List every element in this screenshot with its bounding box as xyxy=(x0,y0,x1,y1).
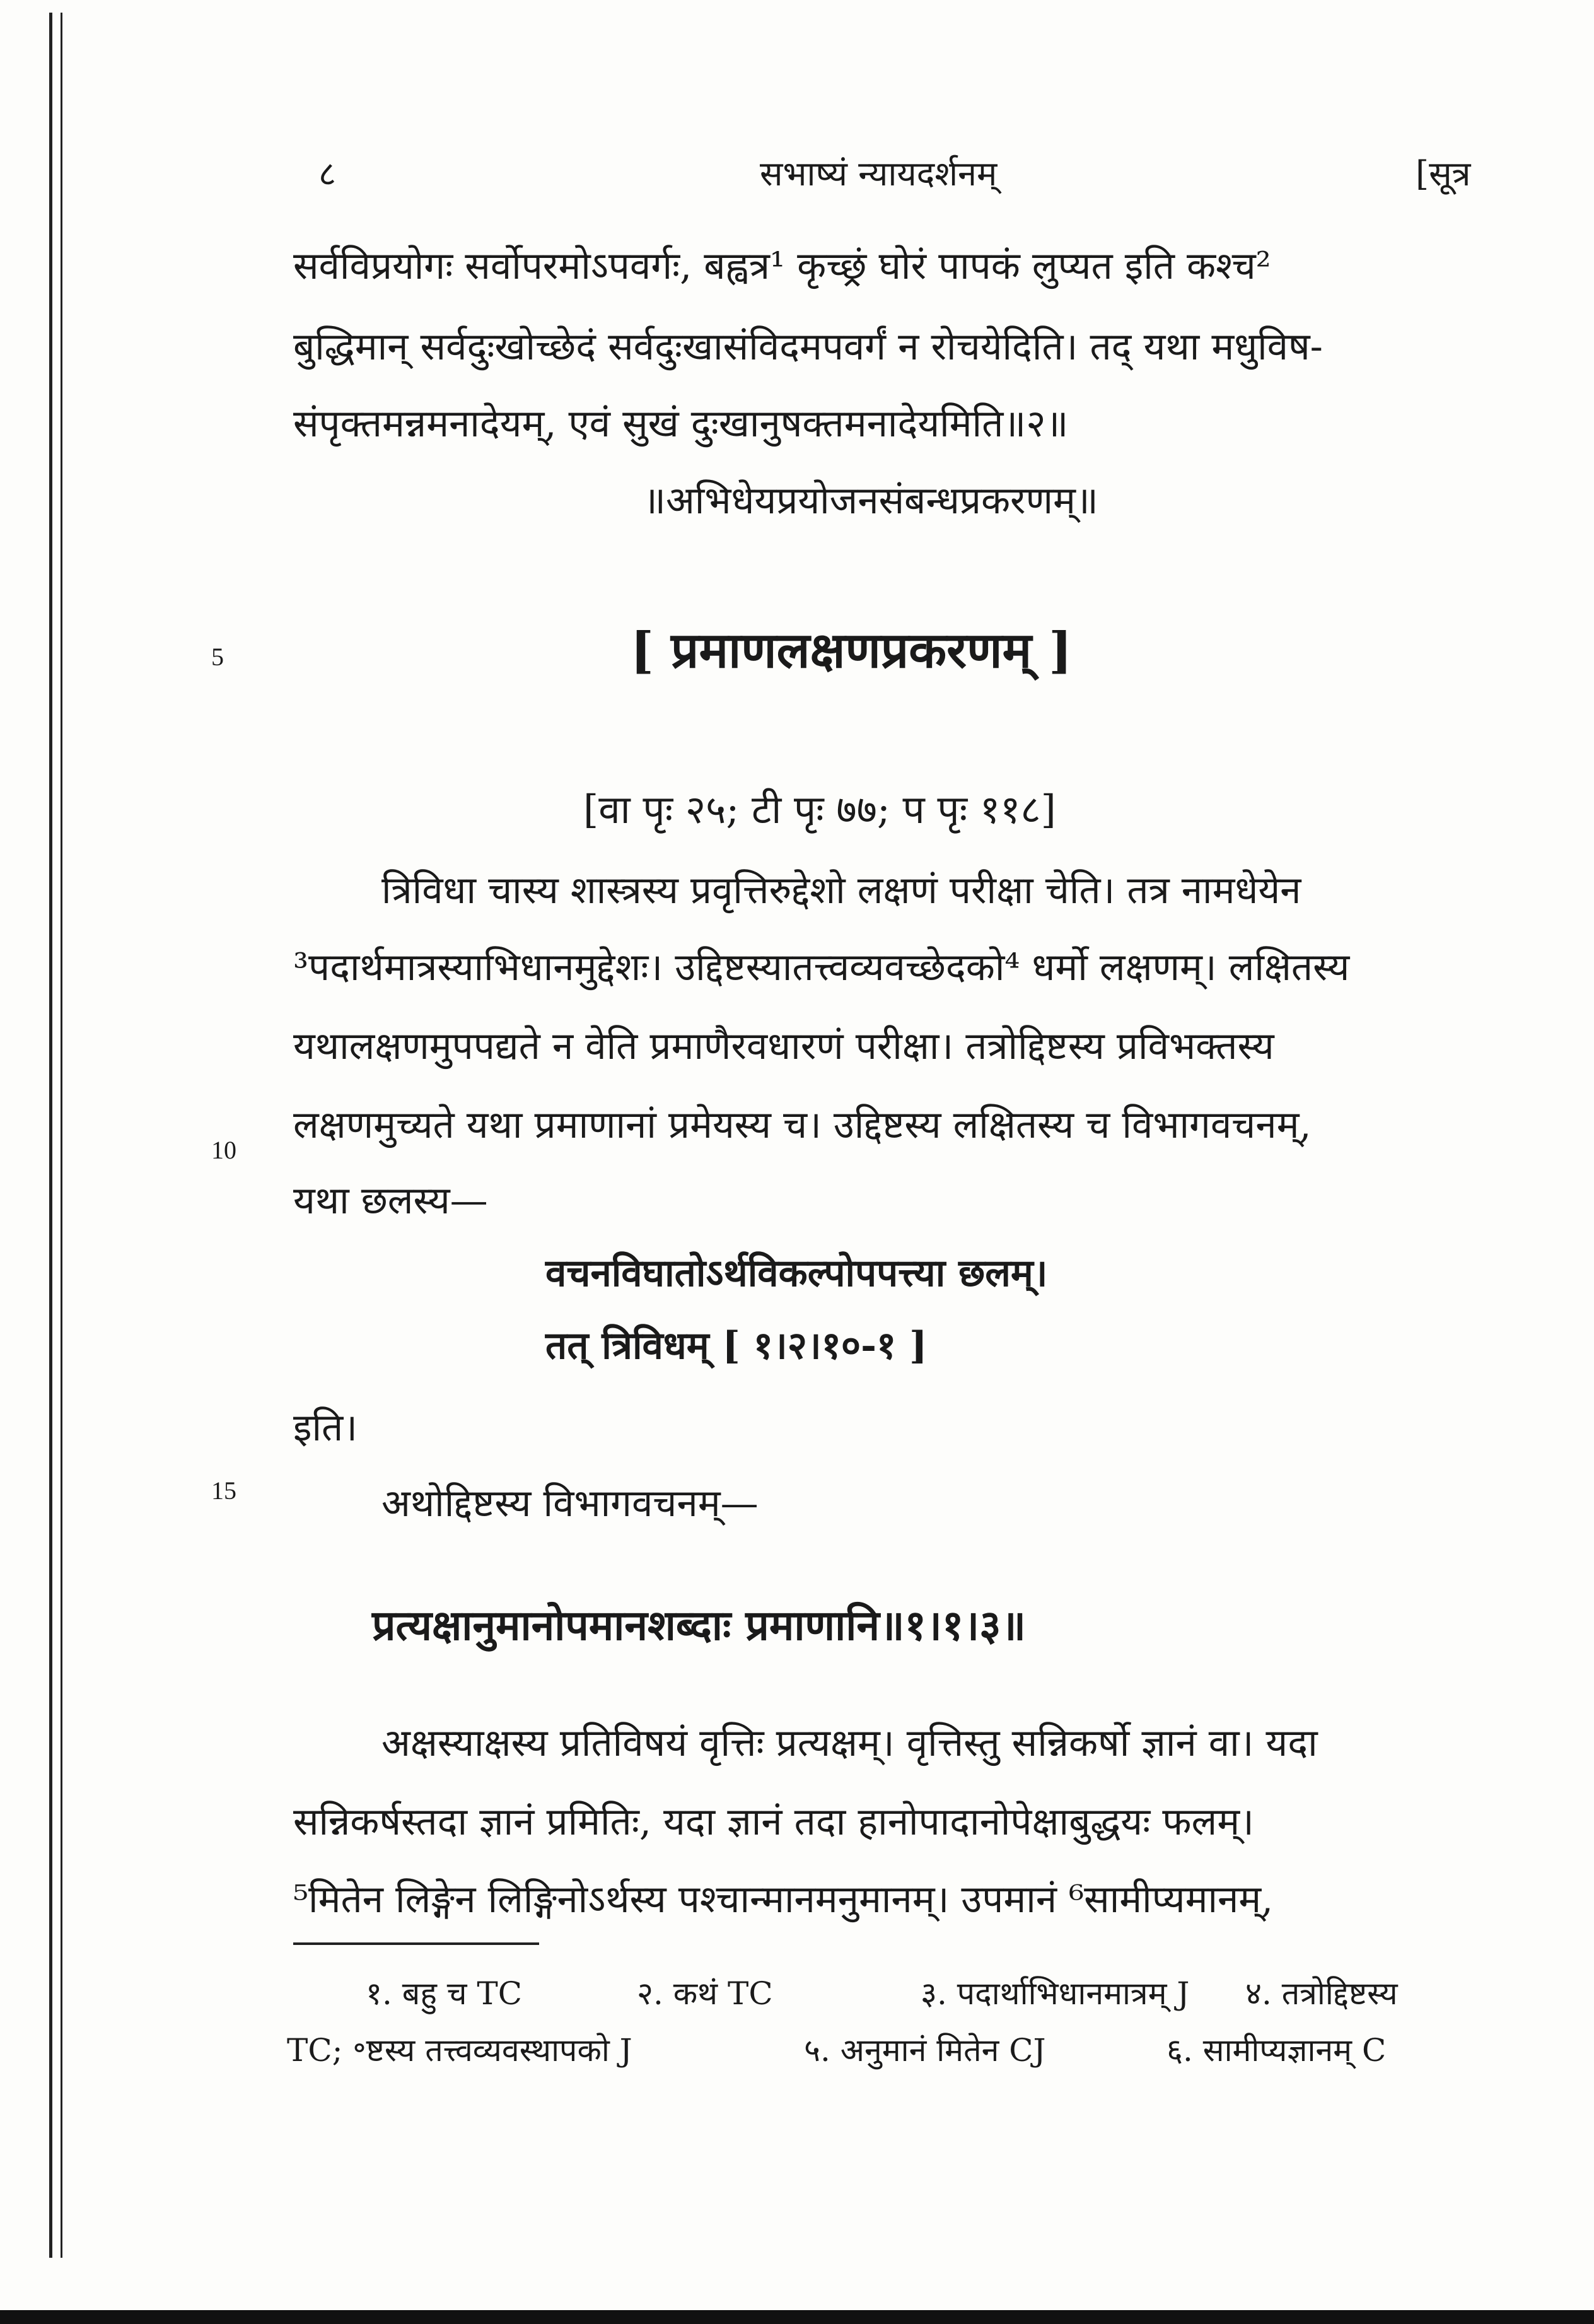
quoted-sutra-line: तत् त्रिविधम् [ १।२।१०-१ ] xyxy=(545,1324,928,1368)
text-line: त्रिविधा चास्य शास्त्रस्य प्रवृत्तिरुद्देशो लक्षणं परीक्षा चेति। तत्र नामधेयेन xyxy=(381,868,1301,913)
text-line: ⁵मितेन लिङ्गेन लिङ्गिनोऽर्थस्य पश्चान्मानमनुमानम्। उपमानं ⁶सामीप्यमानम्, xyxy=(293,1877,1274,1922)
running-title: सभाष्यं न्यायदर्शनम् xyxy=(760,154,998,194)
footnote: ४. तत्रोद्दिष्टस्य xyxy=(1245,1975,1398,2012)
text-line: सन्निकर्षस्तदा ज्ञानं प्रमितिः, यदा ज्ञानं तदा हानोपादानोपेक्षाबुद्धयः फलम्। xyxy=(293,1800,1254,1844)
text-line: अक्षस्याक्षस्य प्रतिविषयं वृत्तिः प्रत्यक्षम्। वृत्तिस्तु सन्निकर्षो ज्ञानं वा। यदा xyxy=(381,1721,1318,1765)
text-line: सर्वविप्रयोगः सर्वोपरमोऽपवर्गः, बह्वत्र¹ कृच्छ्रं घोरं पापकं लुप्यत इति कश्च² xyxy=(293,244,1271,288)
quoted-sutra-line: वचनविघातोऽर्थविकल्पोपपत्त्या छलम्। xyxy=(545,1251,1048,1295)
binding-line xyxy=(49,13,52,2258)
section-heading: [ प्रमाणलक्षणप्रकरणम् ] xyxy=(631,622,1073,679)
footnote: ६. सामीप्यज्ञानम् C xyxy=(1166,2032,1387,2069)
binding-line xyxy=(61,13,62,2258)
text-line: बुद्धिमान् सर्वदुःखोच्छेदं सर्वदुःखासंविदमपवर्गं न रोचयेदिति। तद् यथा मधुविष- xyxy=(293,325,1323,369)
text-line: यथालक्षणमुपपद्यते न वेति प्रमाणैरवधारणं परीक्षा। तत्रोद्दिष्टस्य प्रविभक्तस्य xyxy=(293,1024,1274,1068)
footnote: TC; ॰ष्टस्य तत्त्वव्यवस्थापको J xyxy=(287,2032,632,2069)
footnote: २. कथं TC xyxy=(637,1975,773,2012)
reference-line: [वा पृः २५; टी पृः ७७; प पृः ११८] xyxy=(583,786,1056,832)
scan-edge xyxy=(0,2310,1594,2324)
footnote-rule xyxy=(293,1942,539,1945)
footnote: ३. पदार्थाभिधानमात्रम् J xyxy=(921,1975,1190,2012)
sutra-heading: प्रत्यक्षानुमानोपमानशब्दाः प्रमाणानि॥१।१।३॥ xyxy=(372,1601,1027,1650)
line-number: 15 xyxy=(211,1476,236,1505)
text-line: ³पदार्थमात्रस्याभिधानमुद्देशः। उद्दिष्टस्यातत्त्वव्यवच्छेदको⁴ धर्मो लक्षणम्। लक्षितस्य xyxy=(293,945,1350,990)
text-line: यथा छलस्य— xyxy=(293,1179,488,1223)
text-line: संपृक्तमन्नमनादेयम्, एवं सुखं दुःखानुषक्तमनादेयमिति॥२॥ xyxy=(293,402,1069,446)
text-line: लक्षणमुच्यते यथा प्रमाणानां प्रमेयस्य च। उद्दिष्टस्य लक्षितस्य च विभागवचनम्, xyxy=(293,1103,1312,1147)
text-line: अथोद्दिष्टस्य विभागवचनम्— xyxy=(381,1481,759,1526)
footnote: १. बहु च TC xyxy=(366,1975,523,2012)
footnote: ५. अनुमानं मितेन CJ xyxy=(804,2032,1046,2069)
running-section: [सूत्र xyxy=(1416,154,1471,194)
page-number: ८ xyxy=(318,154,337,194)
text-line: इति। xyxy=(293,1406,358,1450)
line-number: 10 xyxy=(211,1136,236,1164)
line-number: 5 xyxy=(211,643,224,671)
section-end-marker: ॥अभिधेयप्रयोजनसंबन्धप्रकरणम्॥ xyxy=(643,479,1098,523)
